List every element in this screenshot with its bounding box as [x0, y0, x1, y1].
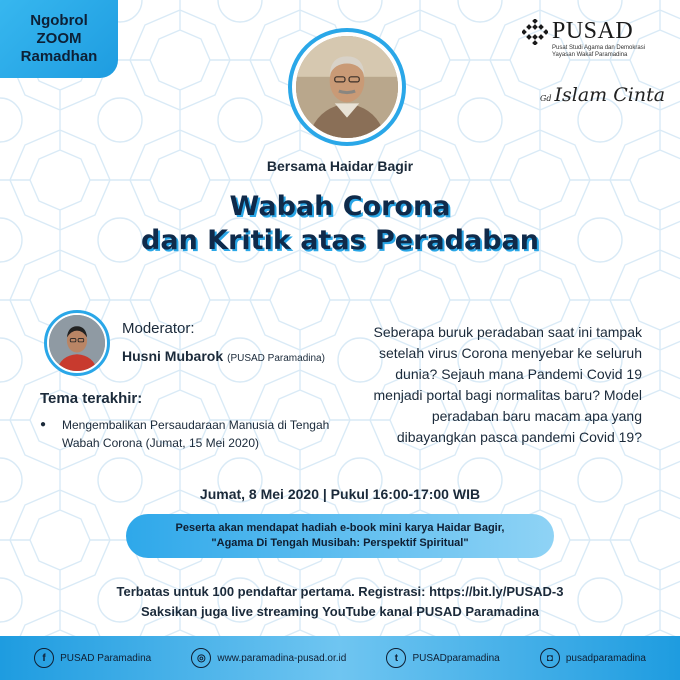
speaker-photo	[288, 28, 406, 146]
registration-info	[0, 582, 680, 622]
previous-topic-item	[40, 416, 340, 452]
badge-line-3: Ramadhan	[20, 48, 98, 65]
title-line-1: Wabah Corona	[229, 191, 451, 222]
footer-facebook[interactable]	[34, 648, 151, 668]
event-schedule: Jumat, 8 Mei 2020 | Pukul 16:00-17:00 WIB	[199, 486, 481, 502]
event-title	[0, 190, 680, 258]
pusad-emblem-icon	[522, 19, 548, 45]
moderator-org: (PUSAD Paramadina)	[227, 353, 325, 364]
footer-instagram[interactable]	[540, 648, 646, 668]
gift-line-2: "Agama Di Tengah Musibah: Perspektif Spiritual"	[211, 537, 469, 549]
bullet-icon: ●	[40, 419, 47, 430]
logo-subtitle-1: Pusat Studi Agama dan Demokrasi	[552, 45, 646, 51]
previous-topic-heading: Tema terakhir:	[40, 390, 143, 407]
pusad-logo	[522, 18, 672, 59]
signature-prefix: Gd	[540, 94, 552, 103]
moderator-portrait-image	[49, 315, 105, 371]
instagram-icon: ◘	[540, 648, 560, 668]
previous-topic-text: Mengembalikan Persaudaraan Manusia di Tengah Wabah Corona (Jumat, 15 Mei 2020)	[62, 418, 330, 450]
moderator-name: Husni Mubarok	[122, 348, 224, 364]
logo-name: PUSAD	[552, 18, 634, 44]
facebook-icon: f	[34, 648, 54, 668]
footer-twitter-label: PUSADparamadina	[412, 652, 500, 664]
footer-website-label: www.paramadina-pusad.or.id	[217, 652, 347, 664]
moderator-label: Moderator:	[122, 320, 195, 337]
signature-text: Islam Cinta	[554, 84, 666, 106]
footer-website[interactable]	[191, 648, 346, 668]
registration-line[interactable]: Terbatas untuk 100 pendaftar pertama. Registrasi: https://bit.ly/PUSAD-3	[116, 584, 564, 599]
gift-banner	[126, 514, 554, 558]
footer-facebook-label: PUSAD Paramadina	[60, 652, 152, 664]
badge-line-1: Ngobrol	[30, 12, 88, 29]
footer-instagram-label: pusadparamadina	[565, 652, 646, 664]
web-icon: ◎	[191, 648, 211, 668]
streaming-line: Saksikan juga live streaming YouTube kanal PUSAD Paramadina	[140, 604, 540, 619]
footer-bar	[0, 636, 680, 680]
islam-cinta-signature	[540, 84, 670, 106]
badge-line-2: ZOOM	[36, 30, 82, 47]
speaker-caption: Bersama Haidar Bagir	[266, 158, 414, 174]
logo-subtitle-2: Yayasan Wakaf Paramadina	[552, 52, 628, 58]
event-badge	[0, 0, 118, 78]
title-line-2: dan Kritik atas Peradaban	[141, 225, 539, 256]
gift-line-1: Peserta akan mendapat hadiah e-book mini karya Haidar Bagir,	[175, 522, 505, 534]
moderator-photo	[44, 310, 110, 376]
discussion-question: Seberapa buruk peradaban saat ini tampak setelah virus Corona menyebar ke seluruh dunia? Sejauh mana Pandemi Covid 19 menjadi portal bagi normalitas baru? Model peradaban baru macam apa yang dibayangkan pasca pandemi Covid 19?	[373, 324, 642, 445]
twitter-icon: t	[386, 648, 406, 668]
speaker-portrait-image	[296, 36, 398, 138]
footer-twitter[interactable]	[386, 648, 499, 668]
moderator-name-line	[122, 348, 325, 364]
